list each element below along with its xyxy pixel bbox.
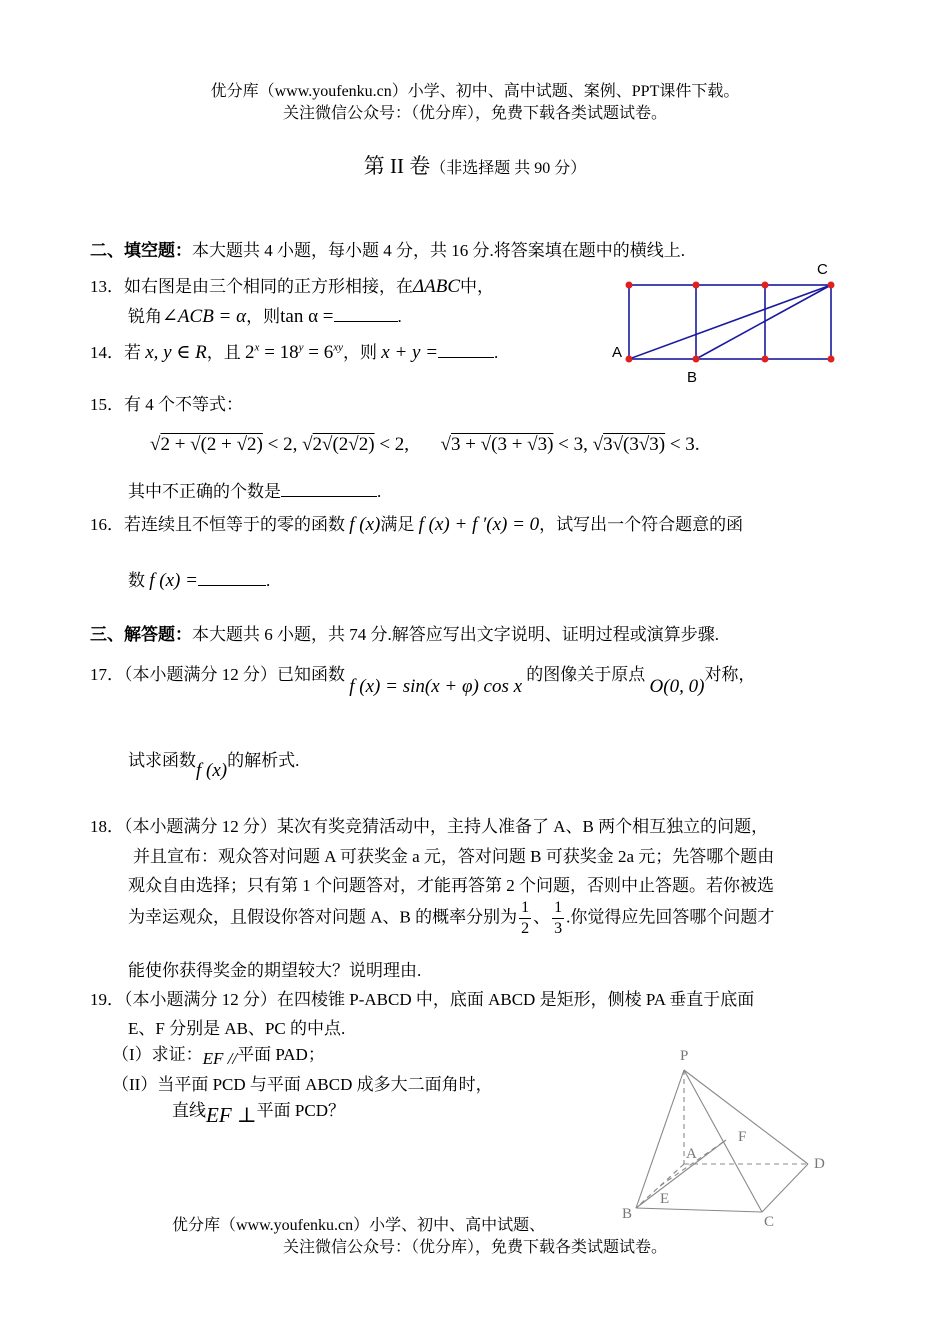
q14-equation: $2^x = 18^y = 6^{xy}$: [245, 341, 344, 363]
part-title-sub: （非选择题 共 90 分）: [430, 160, 587, 177]
q19-edge-CD: [762, 1164, 808, 1212]
q17-text4: 试求函数: [128, 751, 196, 770]
q13-text1: 如右图是由三个相同的正方形相接，在: [124, 277, 413, 296]
q16-line1: [90, 510, 743, 536]
q19-part1: [112, 1040, 325, 1068]
q18-line4: [128, 898, 774, 939]
q18-line1: [90, 812, 768, 837]
q19-label-P: P: [680, 1048, 689, 1064]
part-title: [0, 150, 950, 180]
q19-part2-line2: [172, 1096, 345, 1127]
q16-end: .: [265, 571, 271, 590]
q16-answer-blank: [198, 569, 266, 586]
q17-line2: [128, 746, 300, 781]
q18-prob-b: $\frac{1}{3}$: [554, 899, 563, 937]
q13-label-B: B: [687, 369, 698, 386]
q18-text5: 能使你获得奖金的期望较大？说明理由.: [128, 961, 422, 980]
q19-part2-expr: EF ⊥: [206, 1103, 257, 1127]
q15-inequality-3: √3 + √(3 + √3) < 3,: [440, 434, 588, 455]
q16-equation: f (x) + f ′(x) = 0: [418, 514, 540, 535]
q15-inequalities: [150, 434, 700, 456]
q13-figure-line-BC: [696, 285, 831, 359]
q17-number: 17．: [90, 665, 124, 684]
q19-part1-text: 平面 PAD；: [237, 1045, 325, 1064]
header-line2: 关注微信公众号：（优分库），免费下载各类试题试卷。: [282, 105, 667, 122]
section2-text: 本大题共 4 小题，每小题 4 分，共 16 分.将答案填在题中的横线上.: [192, 241, 685, 260]
q15-ineq-end: .: [694, 434, 700, 455]
q13-angle: ∠ACB = α: [162, 306, 247, 327]
q16-text3: 数: [128, 571, 145, 590]
q19-line1: [90, 985, 754, 1010]
q15-text2: 其中不正确的个数是: [128, 482, 281, 501]
q19-part1-label: （I）求证：: [112, 1045, 203, 1064]
q14-expression: x + y =: [381, 342, 439, 363]
q18-text3: 观众自由选择；只有第 1 个问题答对，才能再答第 2 个问题，否则中止答题。若你被选: [128, 876, 774, 895]
q16-number: 16．: [90, 515, 124, 534]
q16-text1: 若连续且不恒等于的零的函数: [124, 515, 345, 534]
part-title-main: 第 II 卷: [363, 154, 431, 178]
q14-ze: ，则: [343, 343, 378, 362]
q15-line3: [128, 477, 381, 502]
q13-point-C: [828, 282, 835, 289]
q17-text5: 的解析式.: [227, 751, 300, 770]
q19-edge-BF: [636, 1140, 726, 1208]
q14-ruo: 若: [124, 343, 141, 362]
q18-text2: 并且宣布：观众答对问题 A 可获奖金 a 元，答对问题 B 可获奖金 2a 元；先答哪个题由: [133, 847, 775, 866]
section3-label: 三、解答题：: [90, 625, 192, 644]
q19-part2-text: 直线: [172, 1101, 206, 1120]
q15-text: 有 4 个不等式：: [124, 395, 243, 414]
q15-inequality-1: √2 + √(2 + √2) < 2,: [150, 434, 298, 455]
q17-equation: f (x) = sin(x + φ) cos x: [349, 676, 523, 697]
section3-heading: [90, 620, 719, 645]
q19-text1: （本小题满分 12 分）在四棱锥 P-ABCD 中，底面 ABCD 是矩形，侧棱 PA 垂直于底面: [124, 990, 755, 1009]
q19-figure: [610, 1040, 840, 1230]
q17-text2: 的图像关于原点: [526, 665, 646, 684]
q18-text4a: 为幸运观众，且假设你答对问题 A、B 的概率分别为: [128, 907, 518, 927]
q19-edge-BC: [636, 1208, 762, 1212]
section2-label: 二、填空题：: [90, 241, 192, 260]
q19-label-E: E: [660, 1191, 670, 1207]
q15-answer-blank: [281, 480, 377, 497]
q14-answer-blank: [438, 341, 494, 358]
q16-manzu: 满足: [380, 515, 415, 534]
q17-line1: [90, 660, 756, 697]
q13-line1: [90, 272, 494, 298]
q17-fx: f (x): [196, 760, 228, 781]
section3-text: 本大题共 6 小题，共 74 分.解答应写出文字说明、证明过程或演算步骤.: [192, 625, 719, 644]
q19-text2: E、F 分别是 AB、PC 的中点.: [128, 1019, 346, 1038]
q13-triangle: ΔABC: [413, 276, 461, 297]
q14-condition: x, y ∈ R: [145, 342, 207, 363]
q13-ze: ，则: [246, 307, 281, 326]
q13-answer-blank: [334, 305, 398, 322]
q16-line2: [128, 566, 270, 592]
q14-qie: ，且: [206, 343, 241, 362]
header-line1: 优分库（www.youfenku.cn）小学、初中、高中试题、案例、PPT课件下载。: [210, 83, 740, 100]
q13-point: [762, 282, 769, 289]
q13-point: [762, 356, 769, 363]
q19-label-D: D: [814, 1156, 825, 1172]
q19-part2-line1: （II）当平面 PCD 与平面 ABCD 成多大二面角时，: [112, 1075, 493, 1094]
q13-number: 13．: [90, 277, 124, 296]
q19-label-C: C: [764, 1214, 775, 1230]
q13-figure: [605, 258, 845, 388]
q18-dun: 、: [533, 907, 551, 927]
q13-point: [693, 282, 700, 289]
q15-number: 15．: [90, 395, 124, 414]
q15-line1: [90, 390, 243, 415]
q13-point: [828, 356, 835, 363]
q16-text2: ，试写出一个符合题意的函: [539, 515, 744, 534]
q18-prob-a: $\frac{1}{2}$: [521, 899, 530, 937]
q18-number: 18．: [90, 817, 124, 836]
q18-text1: （本小题满分 12 分）某次有奖竞猜活动中，主持人准备了 A、B 两个相互独立的问题，: [124, 817, 769, 836]
q19-edge-PB: [636, 1070, 684, 1208]
q18-text4b: .你觉得应先回答哪个问题才: [566, 907, 775, 927]
q19-part2-end: 平面 PCD？: [256, 1101, 345, 1120]
q14-line: [90, 338, 498, 364]
q19-label-B: B: [622, 1206, 633, 1222]
q14-end: .: [494, 343, 499, 362]
q14-number: 14．: [90, 343, 124, 362]
q15-inequality-2: √2√(2√2) < 2,: [302, 434, 410, 455]
q13-point: [626, 282, 633, 289]
q19-part1-expr: EF //: [202, 1049, 238, 1068]
footer-line2: 关注微信公众号：（优分库），免费下载各类试题试卷。: [282, 1239, 667, 1256]
q13-line2: [128, 302, 402, 328]
q13-zhong: 中，: [460, 277, 495, 296]
q13-point-B: [693, 356, 700, 363]
q13-end: .: [397, 307, 402, 326]
q15-inequality-4: √3√(3√3) < 3: [592, 434, 695, 455]
q17-origin: O(0, 0): [649, 676, 705, 697]
q13-tan: tan α =: [280, 306, 334, 327]
q13-label-A: A: [612, 344, 623, 361]
q13-label-C: C: [817, 261, 828, 278]
q19-edge-PD: [684, 1070, 808, 1164]
q13-figure-line-AC: [629, 285, 831, 359]
q19-label-A: A: [686, 1146, 697, 1162]
q16-fx: f (x): [349, 514, 381, 535]
q19-edge-PC: [684, 1070, 762, 1212]
q13-text2: 锐角: [128, 307, 162, 326]
section2-heading: [90, 236, 685, 261]
q16-fx2: f (x) =: [149, 570, 198, 591]
q19-label-F: F: [738, 1129, 747, 1145]
q19-number: 19．: [90, 990, 124, 1009]
q17-text3: 对称，: [704, 665, 756, 684]
q15-end: .: [377, 482, 382, 501]
q13-point-A: [626, 356, 633, 363]
q17-text1: （本小题满分 12 分）已知函数: [124, 665, 345, 684]
footer-line1: 优分库（www.youfenku.cn）小学、初中、高中试题、: [172, 1217, 546, 1234]
